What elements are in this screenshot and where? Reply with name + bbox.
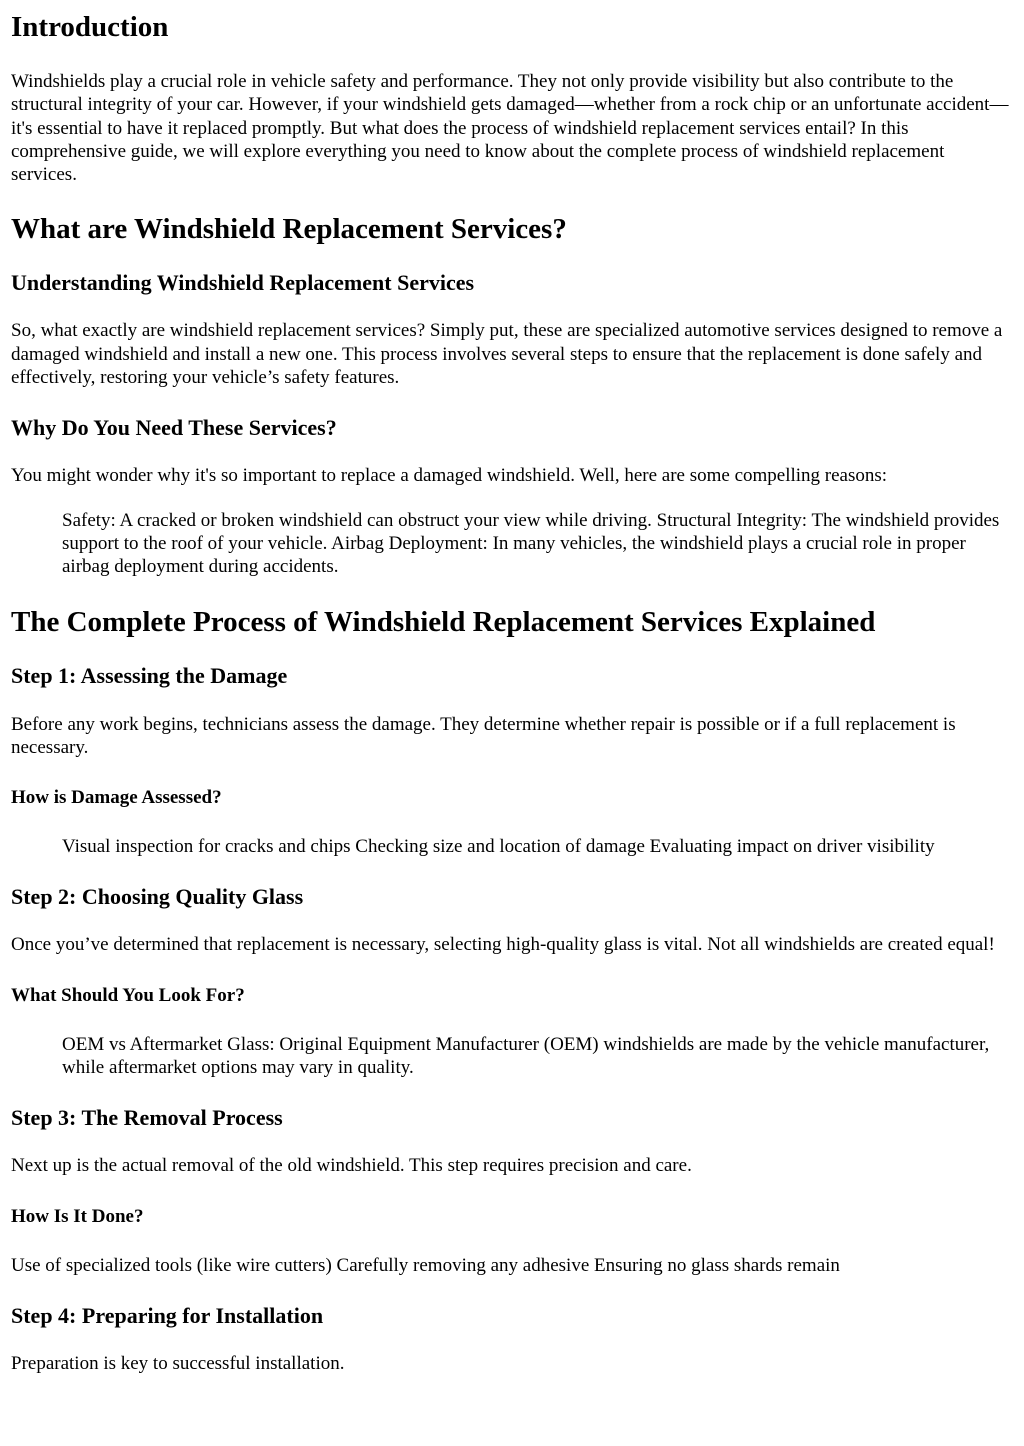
step1-subheading: How is Damage Assessed? [11,787,222,809]
step3-subheading: How Is It Done? [11,1205,144,1227]
step2-paragraph: Once you’ve determined that replacement is necessary, selecting high-quality glass is vital. Not all windshields are created equal! [11,934,995,956]
step3-heading: Step 3: The Removal Process [11,1105,283,1131]
step2-list: OEM vs Aftermarket Glass: Original Equipment Manufacturer (OEM) windshields are made by the vehicle manufacturer, while aftermarket options may vary in quality. [62,1033,990,1079]
step3-paragraph: Next up is the actual removal of the old windshield. This step requires precision and care. [11,1155,692,1177]
process-heading: The Complete Process of Windshield Replacement Services Explained [11,605,876,638]
step2-subheading: What Should You Look For? [11,984,245,1006]
step2-heading: Step 2: Choosing Quality Glass [11,884,304,910]
why-paragraph: You might wonder why it's so important to replace a damaged windshield. Well, here are some compelling reasons: [11,465,888,487]
step4-heading: Step 4: Preparing for Installation [11,1302,324,1328]
step1-paragraph: Before any work begins, technicians assess the damage. They determine whether repair is possible or if a full replacement is necessary. [11,713,956,758]
step4-paragraph: Preparation is key to successful installation. [11,1352,345,1374]
why-list: Safety: A cracked or broken windshield can obstruct your view while driving. Structural Integrity: The windshield provides support to the roof of your vehicle. Airbag Deployment: In many vehicles, the windshield plays a crucial role in proper airbag deployment during accidents. [62,509,1000,578]
understanding-heading: Understanding Windshield Replacement Services [11,270,475,296]
understanding-paragraph: So, what exactly are windshield replacement services? Simply put, these are specialized automotive services designed to remove a damaged windshield and install a new one. This process involves several steps to ensure that the replacement is done safely and effectively, restoring your vehicle’s safety features. [11,320,1003,389]
intro-heading: Introduction [11,11,169,43]
step3-list: Use of specialized tools (like wire cutters) Carefully removing any adhesive Ensuring no glass shards remain [11,1254,840,1276]
why-heading: Why Do You Need These Services? [11,415,337,441]
step1-list: Visual inspection for cracks and chips Checking size and location of damage Evaluating impact on driver visibility [62,836,935,858]
what-are-heading: What are Windshield Replacement Services? [11,213,567,246]
intro-paragraph: Windshields play a crucial role in vehicle safety and performance. They not only provide visibility but also contribute to the structural integrity of your car. However, if your windshield gets damaged—whether from a rock chip or an unfortunate accident—it's essential to have it replaced promptly. But what does the process of windshield replacement services entail? In this comprehensive guide, we will explore everything you need to know about the complete process of windshield replacement services. [11,71,1009,186]
step1-heading: Step 1: Assessing the Damage [11,662,288,688]
